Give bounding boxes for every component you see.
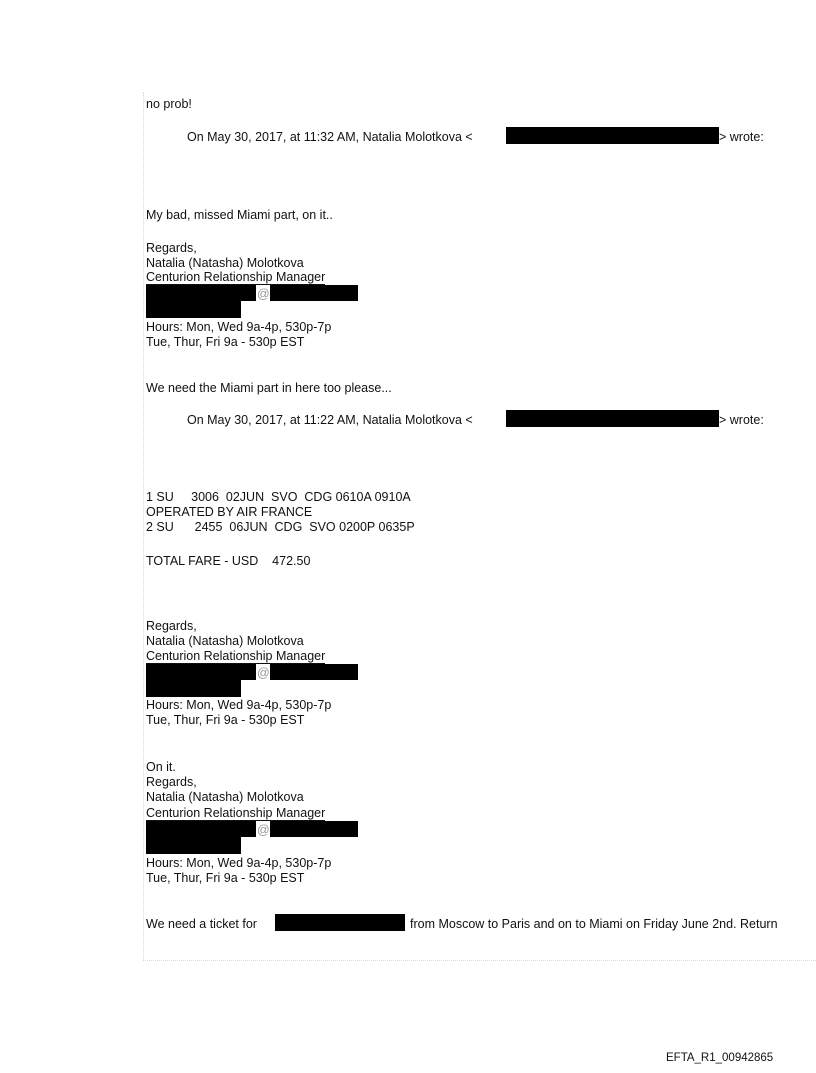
quote-header-suffix: > wrote: [719,130,764,144]
quote-bottom-border [143,960,816,961]
redaction-phone [146,301,241,318]
sig-at: @ [257,287,270,301]
sig-hours-2: Tue, Thur, Fri 9a - 530p EST [146,713,305,727]
sig-hours-1: Hours: Mon, Wed 9a-4p, 530p-7p [146,856,332,870]
redaction-phone [146,680,241,697]
sig-title: Centurion Relationship Manager [146,649,326,663]
sig-regards: Regards, [146,619,197,633]
ticket-request-suffix: from Moscow to Paris and on to Miami on Friday June 2nd. Return [410,917,778,931]
sig-name: Natalia (Natasha) Molotkova [146,634,304,648]
quote-header-suffix: > wrote: [719,413,764,427]
sig-regards: Regards, [146,241,197,255]
sig-at: @ [257,823,270,837]
redaction-email-domain [270,285,358,301]
quote-header-prefix: On May 30, 2017, at 11:22 AM, Natalia Molotkova < [187,413,473,427]
quote-border [143,92,144,960]
sig-name: Natalia (Natasha) Molotkova [146,256,304,270]
redaction-email-user [146,664,256,680]
redaction-email [506,410,719,427]
sig-title: Centurion Relationship Manager [146,806,326,820]
redaction-phone [146,837,241,854]
redaction-email-domain [270,664,358,680]
sig-hours-1: Hours: Mon, Wed 9a-4p, 530p-7p [146,320,332,334]
sig-hours-2: Tue, Thur, Fri 9a - 530p EST [146,871,305,885]
quote-header-prefix: On May 30, 2017, at 11:32 AM, Natalia Molotkova < [187,130,473,144]
reply-text: no prob! [146,97,192,111]
message-text: We need the Miami part in here too please... [146,381,392,395]
sig-hours-1: Hours: Mon, Wed 9a-4p, 530p-7p [146,698,332,712]
itinerary-operated: OPERATED BY AIR FRANCE [146,505,313,519]
document-id: EFTA_R1_00942865 [666,1052,774,1064]
redaction-email-user [146,285,256,301]
redaction-email-user [146,821,256,837]
sig-regards: Regards, [146,775,197,789]
sig-title: Centurion Relationship Manager [146,270,326,284]
itinerary-segment-2: 2 SU 2455 06JUN CDG SVO 0200P 0635P [146,520,415,534]
ticket-request-prefix: We need a ticket for [146,917,257,931]
redaction-email-domain [270,821,358,837]
message-text: On it. [146,760,176,774]
itinerary-segment-1: 1 SU 3006 02JUN SVO CDG 0610A 0910A [146,490,411,504]
sig-at: @ [257,666,270,680]
message-text: My bad, missed Miami part, on it.. [146,208,333,222]
redaction-passenger [275,914,405,931]
redaction-email [506,127,719,144]
sig-name: Natalia (Natasha) Molotkova [146,790,304,804]
sig-hours-2: Tue, Thur, Fri 9a - 530p EST [146,335,305,349]
itinerary-total: TOTAL FARE - USD 472.50 [146,554,311,568]
